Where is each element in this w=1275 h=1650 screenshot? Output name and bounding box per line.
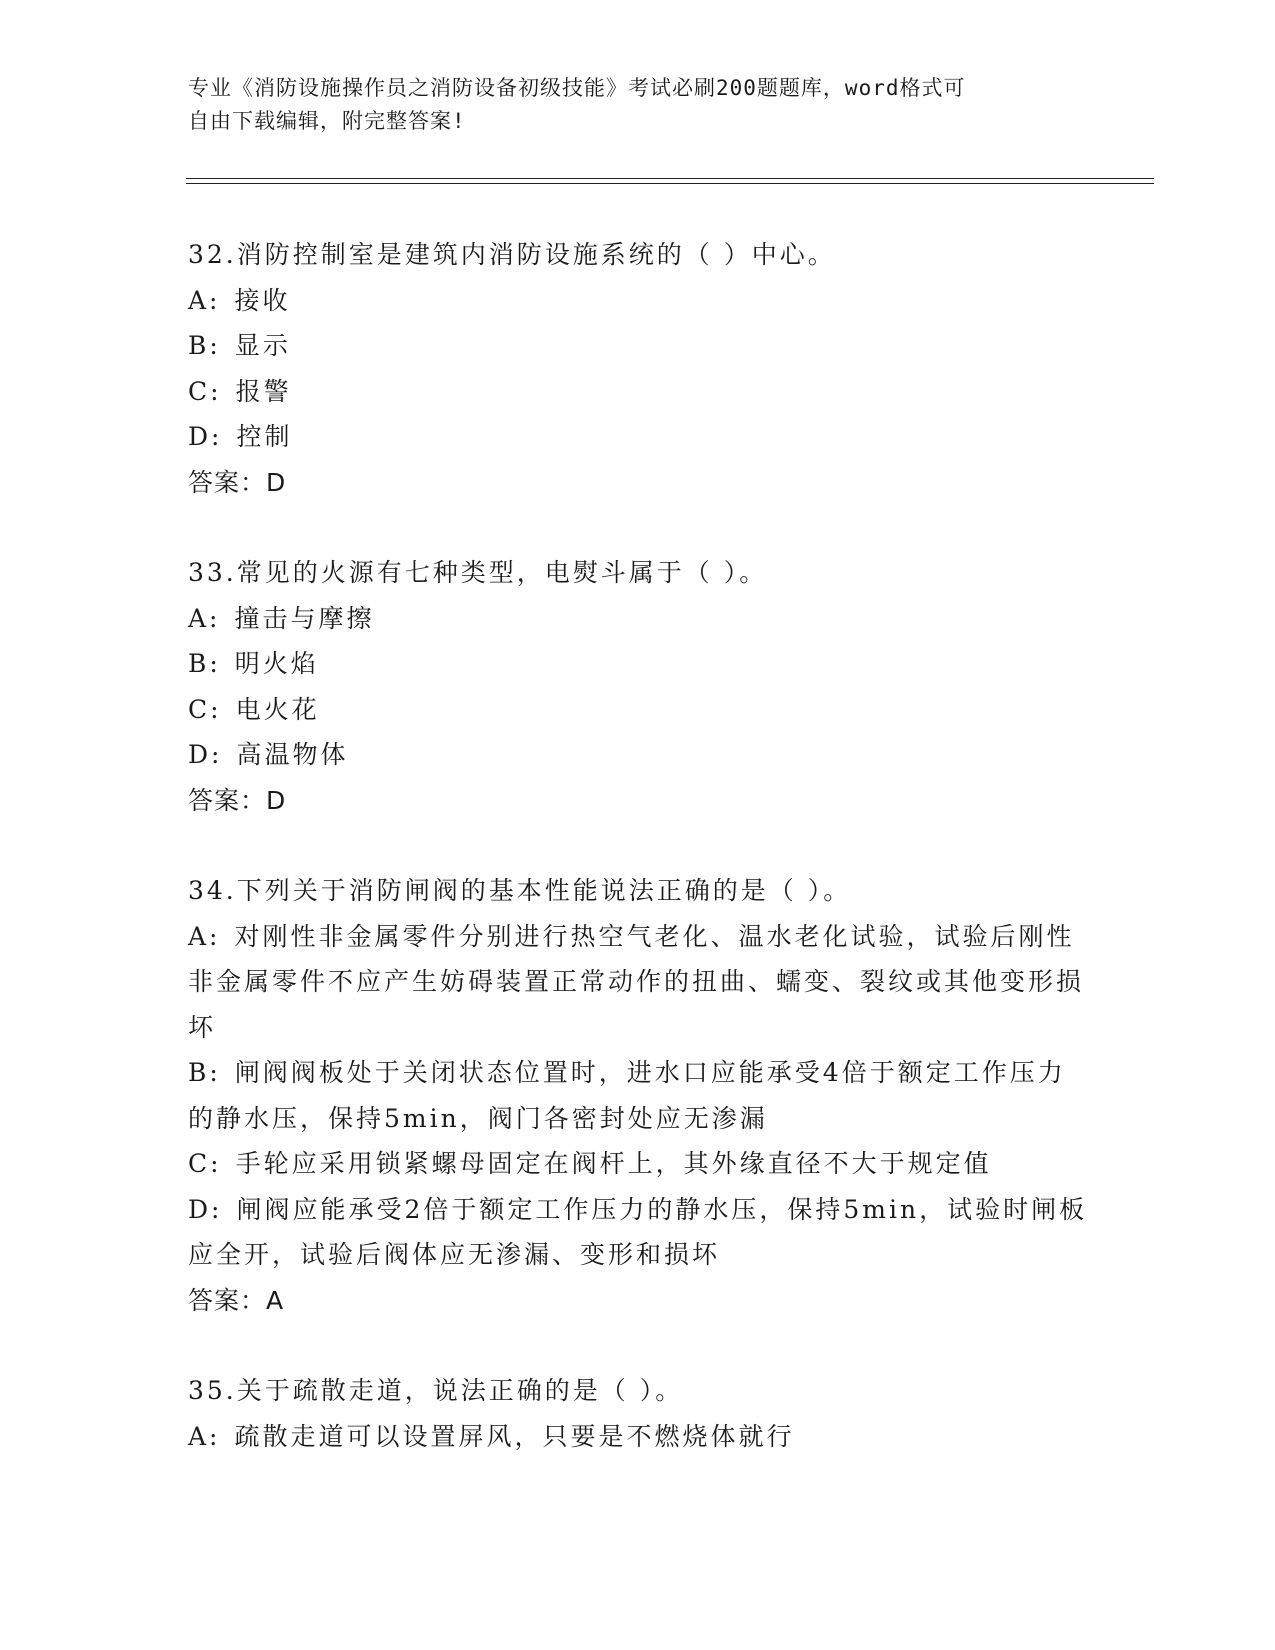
option-letter: D: — [188, 422, 223, 451]
option-d — [188, 732, 1088, 778]
option-c — [188, 369, 1088, 415]
option-text: 明火焰 — [234, 649, 319, 678]
question-list — [188, 232, 1088, 1504]
question-33 — [188, 550, 1088, 823]
option-letter: A: — [188, 921, 221, 951]
option-letter: C: — [188, 1149, 222, 1178]
option-text: 控制 — [236, 422, 293, 451]
answer-line: 答案：D — [188, 785, 287, 815]
option-a — [188, 914, 1088, 1051]
question-stem: 34.下列关于消防闸阀的基本性能说法正确的是（ ）。 — [188, 876, 852, 905]
option-text: 电火花 — [235, 694, 320, 724]
header-line-2: 自由下载编辑，附完整答案! — [188, 109, 466, 133]
option-text: 对刚性非金属零件分别进行热空气老化、温水老化试验，试验后刚性非金属零件不应产生妨碍装置正常动作的扭曲、蠕变、裂纹或其他变形损坏 — [188, 921, 1085, 1042]
answer-line: 答案：A — [188, 1285, 285, 1315]
option-c — [188, 687, 1088, 733]
option-text: 报警 — [235, 376, 292, 406]
option-a — [188, 596, 1088, 642]
option-a — [188, 278, 1088, 324]
option-text: 高温物体 — [236, 740, 349, 769]
option-text: 疏散走道可以设置屏风，只要是不燃烧体就行 — [234, 1421, 795, 1451]
option-d — [188, 414, 1088, 460]
option-b — [188, 1050, 1088, 1141]
option-a — [188, 1414, 1088, 1460]
option-letter: B: — [188, 331, 221, 360]
option-letter: C: — [188, 694, 222, 724]
header-divider-bottom — [186, 183, 1154, 184]
option-d — [188, 1187, 1088, 1278]
option-letter: D: — [188, 740, 223, 769]
option-text: 显示 — [234, 331, 291, 360]
option-b — [188, 641, 1088, 687]
header-divider-top — [186, 178, 1154, 179]
option-letter: A: — [188, 603, 221, 633]
option-letter: A: — [188, 285, 221, 315]
option-letter: B: — [188, 649, 221, 678]
option-letter: A: — [188, 1421, 221, 1451]
question-34 — [188, 868, 1088, 1323]
option-letter: C: — [188, 376, 222, 406]
question-stem: 35.关于疏散走道，说法正确的是（ ）。 — [188, 1376, 684, 1405]
header-line-1: 专业《消防设施操作员之消防设备初级技能》考试必刷200题题库，word格式可 — [188, 76, 966, 100]
question-stem: 32.消防控制室是建筑内消防设施系统的（ ）中心。 — [188, 240, 836, 269]
option-text: 闸阀应能承受2倍于额定工作压力的静水压，保持5min，试验时闸板应全开，试验后阀体应无渗漏、变形和损坏 — [188, 1194, 1088, 1269]
option-text: 闸阀阀板处于关闭状态位置时，进水口应能承受4倍于额定工作压力的静水压，保持5min，阀门各密封处应无渗漏 — [188, 1058, 1066, 1133]
option-c — [188, 1141, 1088, 1187]
option-letter: D: — [188, 1194, 223, 1224]
question-stem: 33.常见的火源有七种类型，电熨斗属于（ ）。 — [188, 558, 768, 587]
question-35 — [188, 1368, 1088, 1459]
document-header — [188, 72, 1088, 138]
option-text: 撞击与摩擦 — [234, 603, 375, 633]
option-letter: B: — [188, 1058, 221, 1087]
option-text: 手轮应采用锁紧螺母固定在阀杆上，其外缘直径不大于规定值 — [235, 1149, 992, 1178]
answer-line: 答案：D — [188, 467, 287, 497]
option-b — [188, 323, 1088, 369]
option-text: 接收 — [234, 285, 291, 315]
question-32 — [188, 232, 1088, 505]
